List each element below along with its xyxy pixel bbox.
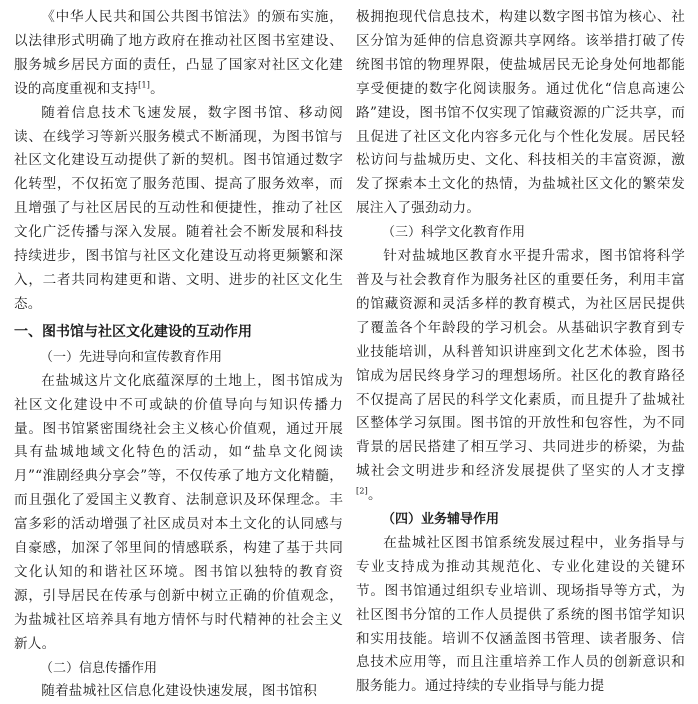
paragraph-science-education [356, 245, 685, 508]
left-column [14, 6, 343, 704]
subsection-heading-3: （三）科学文化教育作用 [382, 225, 526, 241]
paragraph-business-guidance: 在盐城社区图书馆系统发展过程中，业务指导与专业支持成为推动其规范化、专业化建设的关键环节。图书馆通过组织专业培训、现场指导等方式，为社区图书分馆的工作人员提供了系统的图书馆学知识和实用技能。培训不仅涵盖图书管理、读者服务、信息技术应用等，而且注重培养工作人员的创新意识和服务能力。通过持续的专业指导与能力提 [356, 534, 685, 695]
subsection-heading-2: （二）信息传播作用 [40, 660, 158, 676]
subsection-heading-4: （四）业务辅导作用 [382, 512, 500, 528]
paragraph-text: 《中华人民共和国公共图书馆法》的颁布实施，以法律形式明确了地方政府在推动社区图书室建设、服务城乡居民方面的责任，凸显了国家对社区文化建设的高度重视和支持 [14, 9, 343, 97]
paragraph-text: 针对盐城地区教育水平提升需求，图书馆将科学普及与社会教育作为服务社区的重要任务，利用丰富的馆藏资源和灵活多样的教育模式，为社区居民提供了覆盖各个年龄段的学习机会。从基础识字教育到专业技能培训，从科普知识讲座到文化艺术体验，图书馆成为居民终身学习的理想场所。社区化的教育路径不仅提高了居民的科学文化素质，而且提升了盐城社区整体学习氛围。图书馆的开放性和包容性，为不同背景的居民搭建了相互学习、共同进步的桥梁，为盐城社会文明进步和经济发展提供了坚实的人才支撑 [356, 248, 685, 480]
paragraph-information-start: 随着盐城社区信息化建设快速发展，图书馆积 [41, 683, 318, 700]
subsection-heading-1: （一）先进导向和宣传教育作用 [40, 349, 223, 365]
intro-paragraph-digital: 随着信息技术飞速发展，数字图书馆、移动阅读、在线学习等新兴服务模式不断涌现，为图书馆与社区文化建设互动提供了新的契机。图书馆通过数字化转型，不仅拓宽了服务范围、提高了服务效率，而且增强了与社区居民的互动性和便捷性，推动了社区文化广泛传播与深入发展。随着社会不断发展和科技持续进步，图书馆与社区文化建设互动将更频繁和深入，二者共同构建更和谐、文明、进步的社区文化生态。 [14, 104, 343, 312]
right-column [356, 6, 685, 699]
paragraph-information-continued: 极拥抱现代信息技术，构建以数字图书馆为核心、社区分馆为延伸的信息资源共享网络。该举措打破了传统图书馆的物理界限，使盐城居民无论身处何地都能享受便捷的数字化阅读服务。通过优化“信息高速公路”建设，图书馆不仅实现了馆藏资源的广泛共享，而且促进了社区文化内容多元化与个性化发展。居民轻松访问与盐城历史、文化、科技相关的丰富资源，激发了探索本土文化的热情，为盐城社区文化的繁荣发展注入了强劲动力。 [356, 9, 685, 217]
paragraph-guidance: 在盐城这片文化底蕴深厚的土地上，图书馆成为社区文化建设中不可或缺的价值导向与知识传播力量。图书馆紧密围绕社会主义核心价值观，通过开展具有盐城地域文化特色的活动，如“盐阜文化阅读月”“淮剧经典分享会”等，不仅传承了地方文化精髓，而且强化了爱国主义教育、法制意识及环保理念。丰富多彩的活动增强了社区成员对本土文化的认同感与自豪感，加深了邻里间的情感联系，构建了基于共同文化认知的和谐社区环境。图书馆以独特的教育资源，引导居民在传承与创新中树立正确的价值观念，为盐城社区培养具有地方情怀与时代精神的社会主义新人。 [14, 372, 343, 652]
paragraph-end: 。 [150, 80, 164, 97]
paragraph-end: 。 [367, 487, 382, 504]
citation-ref-2: [2] [356, 486, 368, 496]
section-heading-1: 一、图书馆与社区文化建设的互动作用 [14, 323, 252, 340]
intro-paragraph-law [14, 6, 343, 102]
citation-ref-1: [1] [138, 80, 151, 90]
